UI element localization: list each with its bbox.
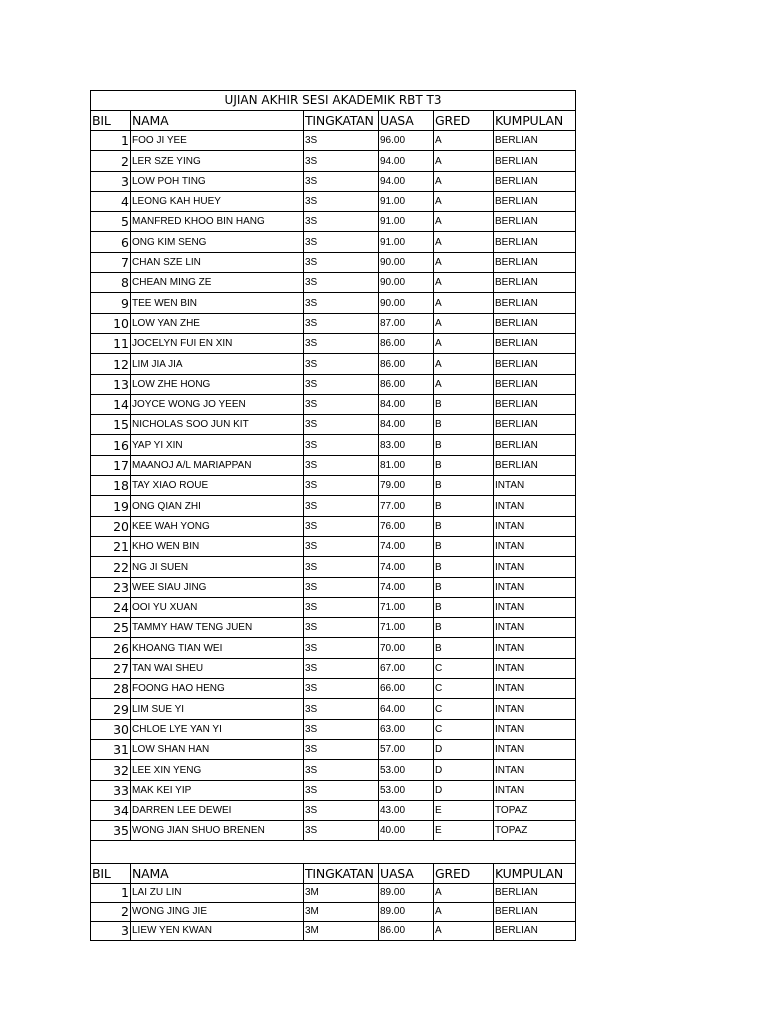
bil-cell: 34 (91, 800, 131, 820)
table-row (91, 212, 576, 232)
tingkatan-cell: 3S (304, 374, 379, 394)
table-row (91, 903, 576, 922)
table-row (91, 658, 576, 678)
table-row (91, 800, 576, 820)
bil-cell: 26 (91, 638, 131, 658)
tingkatan-cell: 3S (304, 597, 379, 617)
gred-cell: A (434, 884, 494, 903)
uasa-cell: 76.00 (379, 516, 434, 536)
gred-cell: C (434, 699, 494, 719)
nama-cell: NICHOLAS SOO JUN KIT (131, 415, 304, 435)
table-row (91, 638, 576, 658)
bil-cell: 35 (91, 821, 131, 841)
tingkatan-cell: 3S (304, 455, 379, 475)
bil-cell: 19 (91, 496, 131, 516)
uasa-cell: 74.00 (379, 577, 434, 597)
kumpulan-cell: BERLIAN (494, 884, 576, 903)
nama-cell: WONG JIAN SHUO BRENEN (131, 821, 304, 841)
nama-cell: MAK KEI YIP (131, 780, 304, 800)
uasa-cell: 86.00 (379, 333, 434, 353)
gred-cell: A (434, 374, 494, 394)
uasa-cell: 74.00 (379, 536, 434, 556)
nama-cell: ONG QIAN ZHI (131, 496, 304, 516)
uasa-cell: 40.00 (379, 821, 434, 841)
tingkatan-cell: 3S (304, 638, 379, 658)
gred-cell: D (434, 780, 494, 800)
bil-cell: 20 (91, 516, 131, 536)
tingkatan-cell: 3M (304, 903, 379, 922)
tingkatan-cell: 3M (304, 922, 379, 941)
tingkatan-cell: 3S (304, 151, 379, 171)
nama-cell: TAN WAI SHEU (131, 658, 304, 678)
bil-cell: 9 (91, 293, 131, 313)
bil-cell: 6 (91, 232, 131, 252)
uasa-cell: 86.00 (379, 354, 434, 374)
gred-cell: A (434, 131, 494, 151)
nama-cell: LER SZE YING (131, 151, 304, 171)
bil-cell: 2 (91, 151, 131, 171)
bil-cell: 18 (91, 476, 131, 496)
gred-cell: A (434, 252, 494, 272)
kumpulan-cell: BERLIAN (494, 171, 576, 191)
table-row (91, 557, 576, 577)
uasa-cell: 90.00 (379, 273, 434, 293)
nama-cell: CHAN SZE LIN (131, 252, 304, 272)
kumpulan-cell: TOPAZ (494, 800, 576, 820)
bil-cell: 27 (91, 658, 131, 678)
table-row (91, 884, 576, 903)
gred-cell: A (434, 212, 494, 232)
tingkatan-cell: 3S (304, 577, 379, 597)
uasa-cell: 70.00 (379, 638, 434, 658)
uasa-cell: 91.00 (379, 191, 434, 211)
gred-cell: A (434, 922, 494, 941)
kumpulan-cell: INTAN (494, 679, 576, 699)
nama-cell: TEE WEN BIN (131, 293, 304, 313)
kumpulan-cell: BERLIAN (494, 252, 576, 272)
gred-cell: B (434, 496, 494, 516)
uasa-cell: 89.00 (379, 884, 434, 903)
header-tingkatan: TINGKATAN (304, 111, 379, 131)
uasa-cell: 91.00 (379, 232, 434, 252)
bil-cell: 15 (91, 415, 131, 435)
uasa-cell: 84.00 (379, 415, 434, 435)
table-row (91, 191, 576, 211)
tingkatan-cell: 3M (304, 884, 379, 903)
header-kumpulan: KUMPULAN (494, 864, 576, 884)
tingkatan-cell: 3S (304, 293, 379, 313)
bil-cell: 4 (91, 191, 131, 211)
nama-cell: YAP YI XIN (131, 435, 304, 455)
bil-cell: 3 (91, 171, 131, 191)
uasa-cell: 53.00 (379, 760, 434, 780)
uasa-cell: 43.00 (379, 800, 434, 820)
table-row (91, 273, 576, 293)
bil-cell: 21 (91, 536, 131, 556)
kumpulan-cell: INTAN (494, 536, 576, 556)
gred-cell: E (434, 821, 494, 841)
nama-cell: FOO JI YEE (131, 131, 304, 151)
bil-cell: 8 (91, 273, 131, 293)
table-row (91, 922, 576, 941)
nama-cell: KEE WAH YONG (131, 516, 304, 536)
header-uasa: UASA (379, 864, 434, 884)
table-row (91, 455, 576, 475)
bil-cell: 12 (91, 354, 131, 374)
tingkatan-cell: 3S (304, 415, 379, 435)
tingkatan-cell: 3S (304, 171, 379, 191)
uasa-cell: 71.00 (379, 597, 434, 617)
tingkatan-cell: 3S (304, 760, 379, 780)
kumpulan-cell: INTAN (494, 699, 576, 719)
nama-cell: WEE SIAU JING (131, 577, 304, 597)
uasa-cell: 91.00 (379, 212, 434, 232)
bil-cell: 5 (91, 212, 131, 232)
gred-cell: B (434, 455, 494, 475)
nama-cell: LIM SUE YI (131, 699, 304, 719)
gred-cell: A (434, 354, 494, 374)
tingkatan-cell: 3S (304, 212, 379, 232)
header-bil: BIL (91, 864, 131, 884)
spacer-row (91, 841, 576, 864)
table-row (91, 232, 576, 252)
gred-cell: B (434, 394, 494, 414)
tingkatan-cell: 3S (304, 435, 379, 455)
nama-cell: OOI YU XUAN (131, 597, 304, 617)
tingkatan-cell: 3S (304, 800, 379, 820)
gred-cell: E (434, 800, 494, 820)
table-row (91, 374, 576, 394)
kumpulan-cell: INTAN (494, 597, 576, 617)
tingkatan-cell: 3S (304, 496, 379, 516)
uasa-cell: 66.00 (379, 679, 434, 699)
results-table (90, 90, 576, 941)
kumpulan-cell: BERLIAN (494, 903, 576, 922)
gred-cell: A (434, 903, 494, 922)
bil-cell: 31 (91, 739, 131, 759)
tingkatan-cell: 3S (304, 131, 379, 151)
table-row (91, 313, 576, 333)
gred-cell: A (434, 333, 494, 353)
header-uasa: UASA (379, 111, 434, 131)
gred-cell: D (434, 760, 494, 780)
tingkatan-cell: 3S (304, 252, 379, 272)
tingkatan-cell: 3S (304, 821, 379, 841)
uasa-cell: 83.00 (379, 435, 434, 455)
nama-cell: DARREN LEE DEWEI (131, 800, 304, 820)
nama-cell: KHOANG TIAN WEI (131, 638, 304, 658)
nama-cell: LOW ZHE HONG (131, 374, 304, 394)
uasa-cell: 79.00 (379, 476, 434, 496)
kumpulan-cell: BERLIAN (494, 131, 576, 151)
table-row (91, 821, 576, 841)
kumpulan-cell: INTAN (494, 496, 576, 516)
uasa-cell: 86.00 (379, 922, 434, 941)
table-row (91, 171, 576, 191)
nama-cell: KHO WEN BIN (131, 536, 304, 556)
table-row (91, 618, 576, 638)
nama-cell: LOW YAN ZHE (131, 313, 304, 333)
tingkatan-cell: 3S (304, 333, 379, 353)
table-row (91, 760, 576, 780)
kumpulan-cell: BERLIAN (494, 191, 576, 211)
kumpulan-cell: INTAN (494, 516, 576, 536)
bil-cell: 1 (91, 884, 131, 903)
tingkatan-cell: 3S (304, 516, 379, 536)
uasa-cell: 94.00 (379, 171, 434, 191)
kumpulan-cell: BERLIAN (494, 293, 576, 313)
table-row (91, 131, 576, 151)
kumpulan-cell: INTAN (494, 618, 576, 638)
kumpulan-cell: BERLIAN (494, 922, 576, 941)
nama-cell: CHLOE LYE YAN YI (131, 719, 304, 739)
bil-cell: 17 (91, 455, 131, 475)
header-gred: GRED (434, 864, 494, 884)
tingkatan-cell: 3S (304, 658, 379, 678)
gred-cell: C (434, 679, 494, 699)
table-row (91, 699, 576, 719)
uasa-cell: 87.00 (379, 313, 434, 333)
table-row (91, 780, 576, 800)
bil-cell: 10 (91, 313, 131, 333)
nama-cell: JOCELYN FUI EN XIN (131, 333, 304, 353)
table-row (91, 577, 576, 597)
bil-cell: 13 (91, 374, 131, 394)
nama-cell: TAY XIAO ROUE (131, 476, 304, 496)
sheet-title: UJIAN AKHIR SESI AKADEMIK RBT T3 (91, 91, 576, 111)
uasa-cell: 81.00 (379, 455, 434, 475)
table-row (91, 476, 576, 496)
tingkatan-cell: 3S (304, 780, 379, 800)
kumpulan-cell: BERLIAN (494, 151, 576, 171)
gred-cell: B (434, 435, 494, 455)
kumpulan-cell: BERLIAN (494, 273, 576, 293)
gred-cell: D (434, 739, 494, 759)
uasa-cell: 53.00 (379, 780, 434, 800)
bil-cell: 32 (91, 760, 131, 780)
kumpulan-cell: INTAN (494, 577, 576, 597)
header-kumpulan: KUMPULAN (494, 111, 576, 131)
kumpulan-cell: INTAN (494, 739, 576, 759)
nama-cell: NG JI SUEN (131, 557, 304, 577)
bil-cell: 25 (91, 618, 131, 638)
nama-cell: MANFRED KHOO BIN HANG (131, 212, 304, 232)
nama-cell: LEE XIN YENG (131, 760, 304, 780)
tingkatan-cell: 3S (304, 313, 379, 333)
tingkatan-cell: 3S (304, 191, 379, 211)
kumpulan-cell: BERLIAN (494, 455, 576, 475)
title-row (91, 91, 576, 111)
gred-cell: A (434, 151, 494, 171)
table-row (91, 151, 576, 171)
gred-cell: B (434, 618, 494, 638)
tingkatan-cell: 3S (304, 719, 379, 739)
gred-cell: C (434, 719, 494, 739)
kumpulan-cell: BERLIAN (494, 313, 576, 333)
bil-cell: 22 (91, 557, 131, 577)
kumpulan-cell: INTAN (494, 780, 576, 800)
header-bil: BIL (91, 111, 131, 131)
table-row (91, 394, 576, 414)
header-tingkatan: TINGKATAN (304, 864, 379, 884)
tingkatan-cell: 3S (304, 273, 379, 293)
nama-cell: LOW SHAN HAN (131, 739, 304, 759)
nama-cell: MAANOJ A/L MARIAPPAN (131, 455, 304, 475)
bil-cell: 11 (91, 333, 131, 353)
tingkatan-cell: 3S (304, 739, 379, 759)
bil-cell: 23 (91, 577, 131, 597)
gred-cell: A (434, 293, 494, 313)
bil-cell: 1 (91, 131, 131, 151)
kumpulan-cell: INTAN (494, 719, 576, 739)
header-gred: GRED (434, 111, 494, 131)
table-row (91, 293, 576, 313)
kumpulan-cell: BERLIAN (494, 394, 576, 414)
nama-cell: JOYCE WONG JO YEEN (131, 394, 304, 414)
tingkatan-cell: 3S (304, 232, 379, 252)
table-row (91, 252, 576, 272)
uasa-cell: 57.00 (379, 739, 434, 759)
kumpulan-cell: INTAN (494, 476, 576, 496)
kumpulan-cell: INTAN (494, 658, 576, 678)
kumpulan-cell: INTAN (494, 760, 576, 780)
gred-cell: B (434, 557, 494, 577)
uasa-cell: 74.00 (379, 557, 434, 577)
gred-cell: B (434, 476, 494, 496)
bil-cell: 33 (91, 780, 131, 800)
gred-cell: B (434, 536, 494, 556)
nama-cell: LOW POH TING (131, 171, 304, 191)
bil-cell: 24 (91, 597, 131, 617)
table-row (91, 516, 576, 536)
gred-cell: A (434, 232, 494, 252)
bil-cell: 16 (91, 435, 131, 455)
uasa-cell: 89.00 (379, 903, 434, 922)
nama-cell: WONG JING JIE (131, 903, 304, 922)
uasa-cell: 86.00 (379, 374, 434, 394)
uasa-cell: 84.00 (379, 394, 434, 414)
bil-cell: 3 (91, 922, 131, 941)
header-row (91, 111, 576, 131)
kumpulan-cell: BERLIAN (494, 415, 576, 435)
table-row (91, 354, 576, 374)
kumpulan-cell: TOPAZ (494, 821, 576, 841)
table-row (91, 739, 576, 759)
nama-cell: LIEW YEN KWAN (131, 922, 304, 941)
uasa-cell: 77.00 (379, 496, 434, 516)
kumpulan-cell: INTAN (494, 557, 576, 577)
kumpulan-cell: BERLIAN (494, 232, 576, 252)
table-row (91, 536, 576, 556)
bil-cell: 30 (91, 719, 131, 739)
tingkatan-cell: 3S (304, 699, 379, 719)
table-row (91, 597, 576, 617)
kumpulan-cell: BERLIAN (494, 435, 576, 455)
tingkatan-cell: 3S (304, 679, 379, 699)
spacer-cell (91, 841, 576, 864)
table-row (91, 435, 576, 455)
tingkatan-cell: 3S (304, 394, 379, 414)
gred-cell: B (434, 415, 494, 435)
nama-cell: TAMMY HAW TENG JUEN (131, 618, 304, 638)
tingkatan-cell: 3S (304, 536, 379, 556)
uasa-cell: 71.00 (379, 618, 434, 638)
gred-cell: A (434, 273, 494, 293)
gred-cell: B (434, 577, 494, 597)
bil-cell: 29 (91, 699, 131, 719)
kumpulan-cell: INTAN (494, 638, 576, 658)
gred-cell: A (434, 313, 494, 333)
gred-cell: A (434, 171, 494, 191)
nama-cell: LAI ZU LIN (131, 884, 304, 903)
bil-cell: 14 (91, 394, 131, 414)
table-row (91, 415, 576, 435)
table-row (91, 496, 576, 516)
nama-cell: ONG KIM SENG (131, 232, 304, 252)
kumpulan-cell: BERLIAN (494, 354, 576, 374)
uasa-cell: 90.00 (379, 293, 434, 313)
nama-cell: CHEAN MING ZE (131, 273, 304, 293)
nama-cell: LEONG KAH HUEY (131, 191, 304, 211)
results-table-body (91, 91, 576, 941)
gred-cell: B (434, 597, 494, 617)
kumpulan-cell: BERLIAN (494, 212, 576, 232)
table-row (91, 719, 576, 739)
kumpulan-cell: BERLIAN (494, 333, 576, 353)
header-nama: NAMA (131, 864, 304, 884)
gred-cell: B (434, 638, 494, 658)
table-row (91, 333, 576, 353)
bil-cell: 2 (91, 903, 131, 922)
gred-cell: C (434, 658, 494, 678)
header-nama: NAMA (131, 111, 304, 131)
bil-cell: 28 (91, 679, 131, 699)
uasa-cell: 96.00 (379, 131, 434, 151)
nama-cell: FOONG HAO HENG (131, 679, 304, 699)
tingkatan-cell: 3S (304, 618, 379, 638)
uasa-cell: 94.00 (379, 151, 434, 171)
bil-cell: 7 (91, 252, 131, 272)
gred-cell: B (434, 516, 494, 536)
nama-cell: LIM JIA JIA (131, 354, 304, 374)
uasa-cell: 90.00 (379, 252, 434, 272)
header-row-2 (91, 864, 576, 884)
uasa-cell: 64.00 (379, 699, 434, 719)
gred-cell: A (434, 191, 494, 211)
table-row (91, 679, 576, 699)
kumpulan-cell: BERLIAN (494, 374, 576, 394)
tingkatan-cell: 3S (304, 476, 379, 496)
uasa-cell: 63.00 (379, 719, 434, 739)
uasa-cell: 67.00 (379, 658, 434, 678)
tingkatan-cell: 3S (304, 354, 379, 374)
tingkatan-cell: 3S (304, 557, 379, 577)
